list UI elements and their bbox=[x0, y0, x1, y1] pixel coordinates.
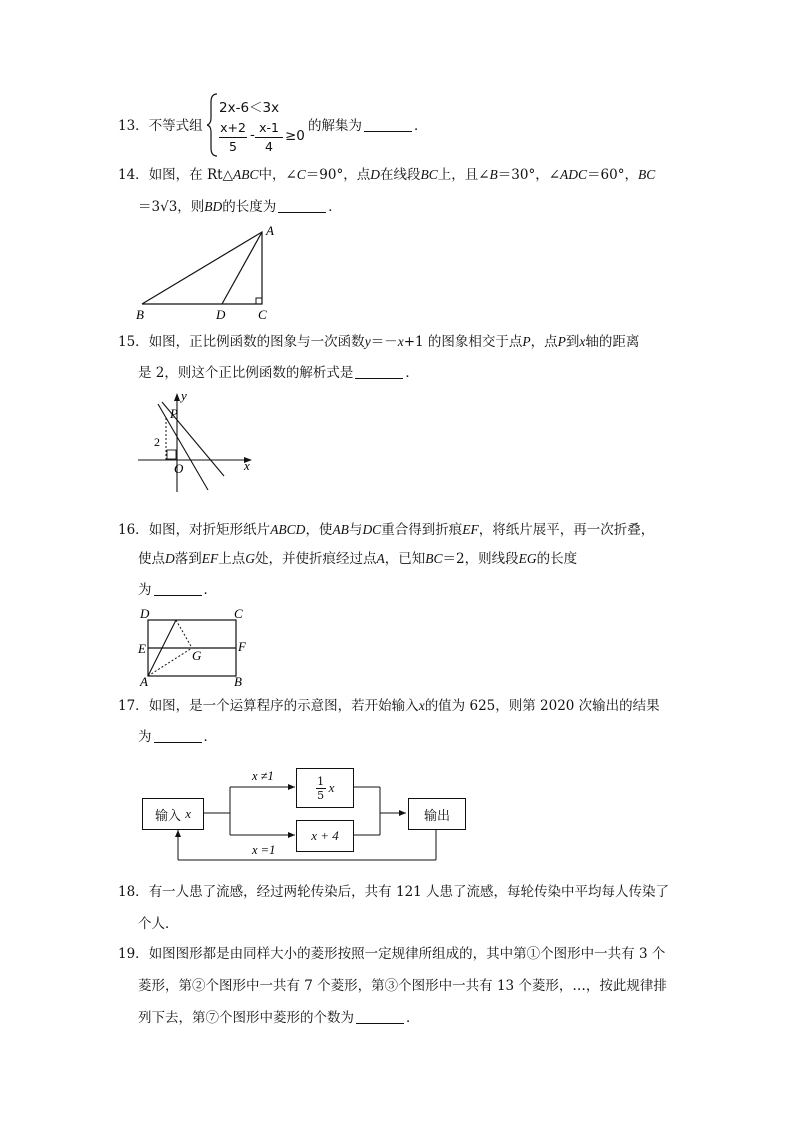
q13-frac1-num: x+2 bbox=[220, 120, 246, 135]
q18-line1: 18．有一人患了流感，经过两轮传染后，共有 121 人患了流感，每轮传染中平均每人传染了 bbox=[118, 884, 670, 900]
answer-blank bbox=[355, 364, 403, 379]
q13-frac2-bar bbox=[255, 137, 283, 138]
dashed-dg bbox=[176, 620, 192, 648]
label-d: D bbox=[216, 307, 226, 322]
output-box: 输出 bbox=[408, 798, 466, 830]
q13-frac2-den: 4 bbox=[265, 139, 273, 154]
segment-ad bbox=[222, 232, 262, 304]
q15-graph-figure bbox=[130, 388, 260, 504]
y-axis-arrow-icon bbox=[174, 393, 180, 401]
label-b: B bbox=[234, 674, 242, 688]
triangle-abc bbox=[142, 232, 262, 304]
answer-blank bbox=[356, 1009, 404, 1024]
q13-minus: - bbox=[250, 127, 255, 143]
plus-four-box: x + 4 bbox=[296, 820, 354, 852]
label-a: A bbox=[140, 674, 148, 688]
label-f: F bbox=[238, 639, 246, 654]
answer-blank bbox=[154, 728, 202, 743]
answer-blank bbox=[154, 581, 202, 596]
input-box: 输入 x bbox=[142, 798, 204, 830]
q16-line3: 为 ． bbox=[138, 582, 217, 598]
label-x: x bbox=[244, 458, 250, 473]
answer-blank bbox=[364, 117, 412, 132]
label-e: E bbox=[138, 641, 146, 656]
q16-line2: 使点D落到EF上点G处，并使折痕经过点A，已知BC＝2，则线段EG的长度 bbox=[138, 551, 578, 567]
divide-by-five-box: 1 5 x bbox=[296, 768, 354, 808]
label-b: B bbox=[136, 307, 144, 322]
right-angle-icon bbox=[167, 450, 176, 459]
q19-line1: 19．如图图形都是由同样大小的菱形按照一定规律所组成的，其中第①个图形中一共有 3 个 bbox=[118, 946, 666, 962]
label-y: y bbox=[181, 388, 187, 403]
q14-line1: 14．如图，在 Rt△ABC中，∠C＝90°，点D在线段BC上，且∠B＝30°，∠ADC＝60°，BC bbox=[118, 167, 656, 183]
label-g: G bbox=[192, 648, 202, 663]
q16-line1: 16．如图，对折矩形纸片ABCD，使AB与DC重合得到折痕EF，将纸片展平，再一次折叠， bbox=[118, 522, 655, 538]
q14-triangle-figure bbox=[130, 222, 280, 324]
right-angle-icon bbox=[256, 298, 262, 304]
label-c: C bbox=[258, 307, 267, 322]
q13-suffix: 的解集为 ． bbox=[308, 118, 428, 134]
q14-line2: ＝3√3，则BD的长度为 ． bbox=[138, 199, 342, 215]
q17-flowchart bbox=[140, 760, 480, 864]
q13-inequality-system bbox=[207, 92, 307, 158]
q18-line2: 个人． bbox=[138, 916, 179, 932]
q15-line2: 是 2，则这个正比例函数的解析式是 ． bbox=[138, 365, 419, 381]
answer-blank bbox=[278, 198, 326, 213]
q13-frac1-den: 5 bbox=[229, 139, 237, 154]
q17-line1: 17．如图，是一个运算程序的示意图，若开始输入x的值为 625，则第 2020 次输出的结果 bbox=[118, 698, 660, 714]
q19-line2: 菱形，第②个图形中一共有 7 个菱形，第③个图形中一共有 13 个菱形，…，按此规律排 bbox=[138, 978, 667, 994]
q19-line3: 列下去，第⑦个图形中菱形的个数为 ． bbox=[138, 1010, 420, 1026]
label-d: D bbox=[140, 606, 150, 621]
label-c: C bbox=[234, 606, 243, 621]
q13-frac1-bar bbox=[219, 137, 247, 138]
label-o: O bbox=[174, 461, 184, 476]
label-p: P bbox=[170, 406, 178, 421]
q13-line1: 2x-6＜3x bbox=[219, 100, 280, 116]
label-x-eq-1: x =1 bbox=[252, 843, 276, 857]
label-two: 2 bbox=[154, 435, 160, 449]
label-a: A bbox=[266, 223, 274, 238]
q13-frac2-num: x-1 bbox=[259, 120, 279, 135]
label-x-not-1: x ≠1 bbox=[252, 769, 274, 783]
q17-line2: 为 ． bbox=[138, 729, 217, 745]
q16-rectangle-figure bbox=[134, 604, 254, 688]
q13-geq: ≥0 bbox=[285, 128, 305, 144]
q15-line1: 15．如图，正比例函数的图象与一次函数y＝－x+1 的图象相交于点P，点P到x轴的距离 bbox=[118, 334, 640, 350]
q13-line: 13．不等式组 bbox=[118, 118, 203, 134]
